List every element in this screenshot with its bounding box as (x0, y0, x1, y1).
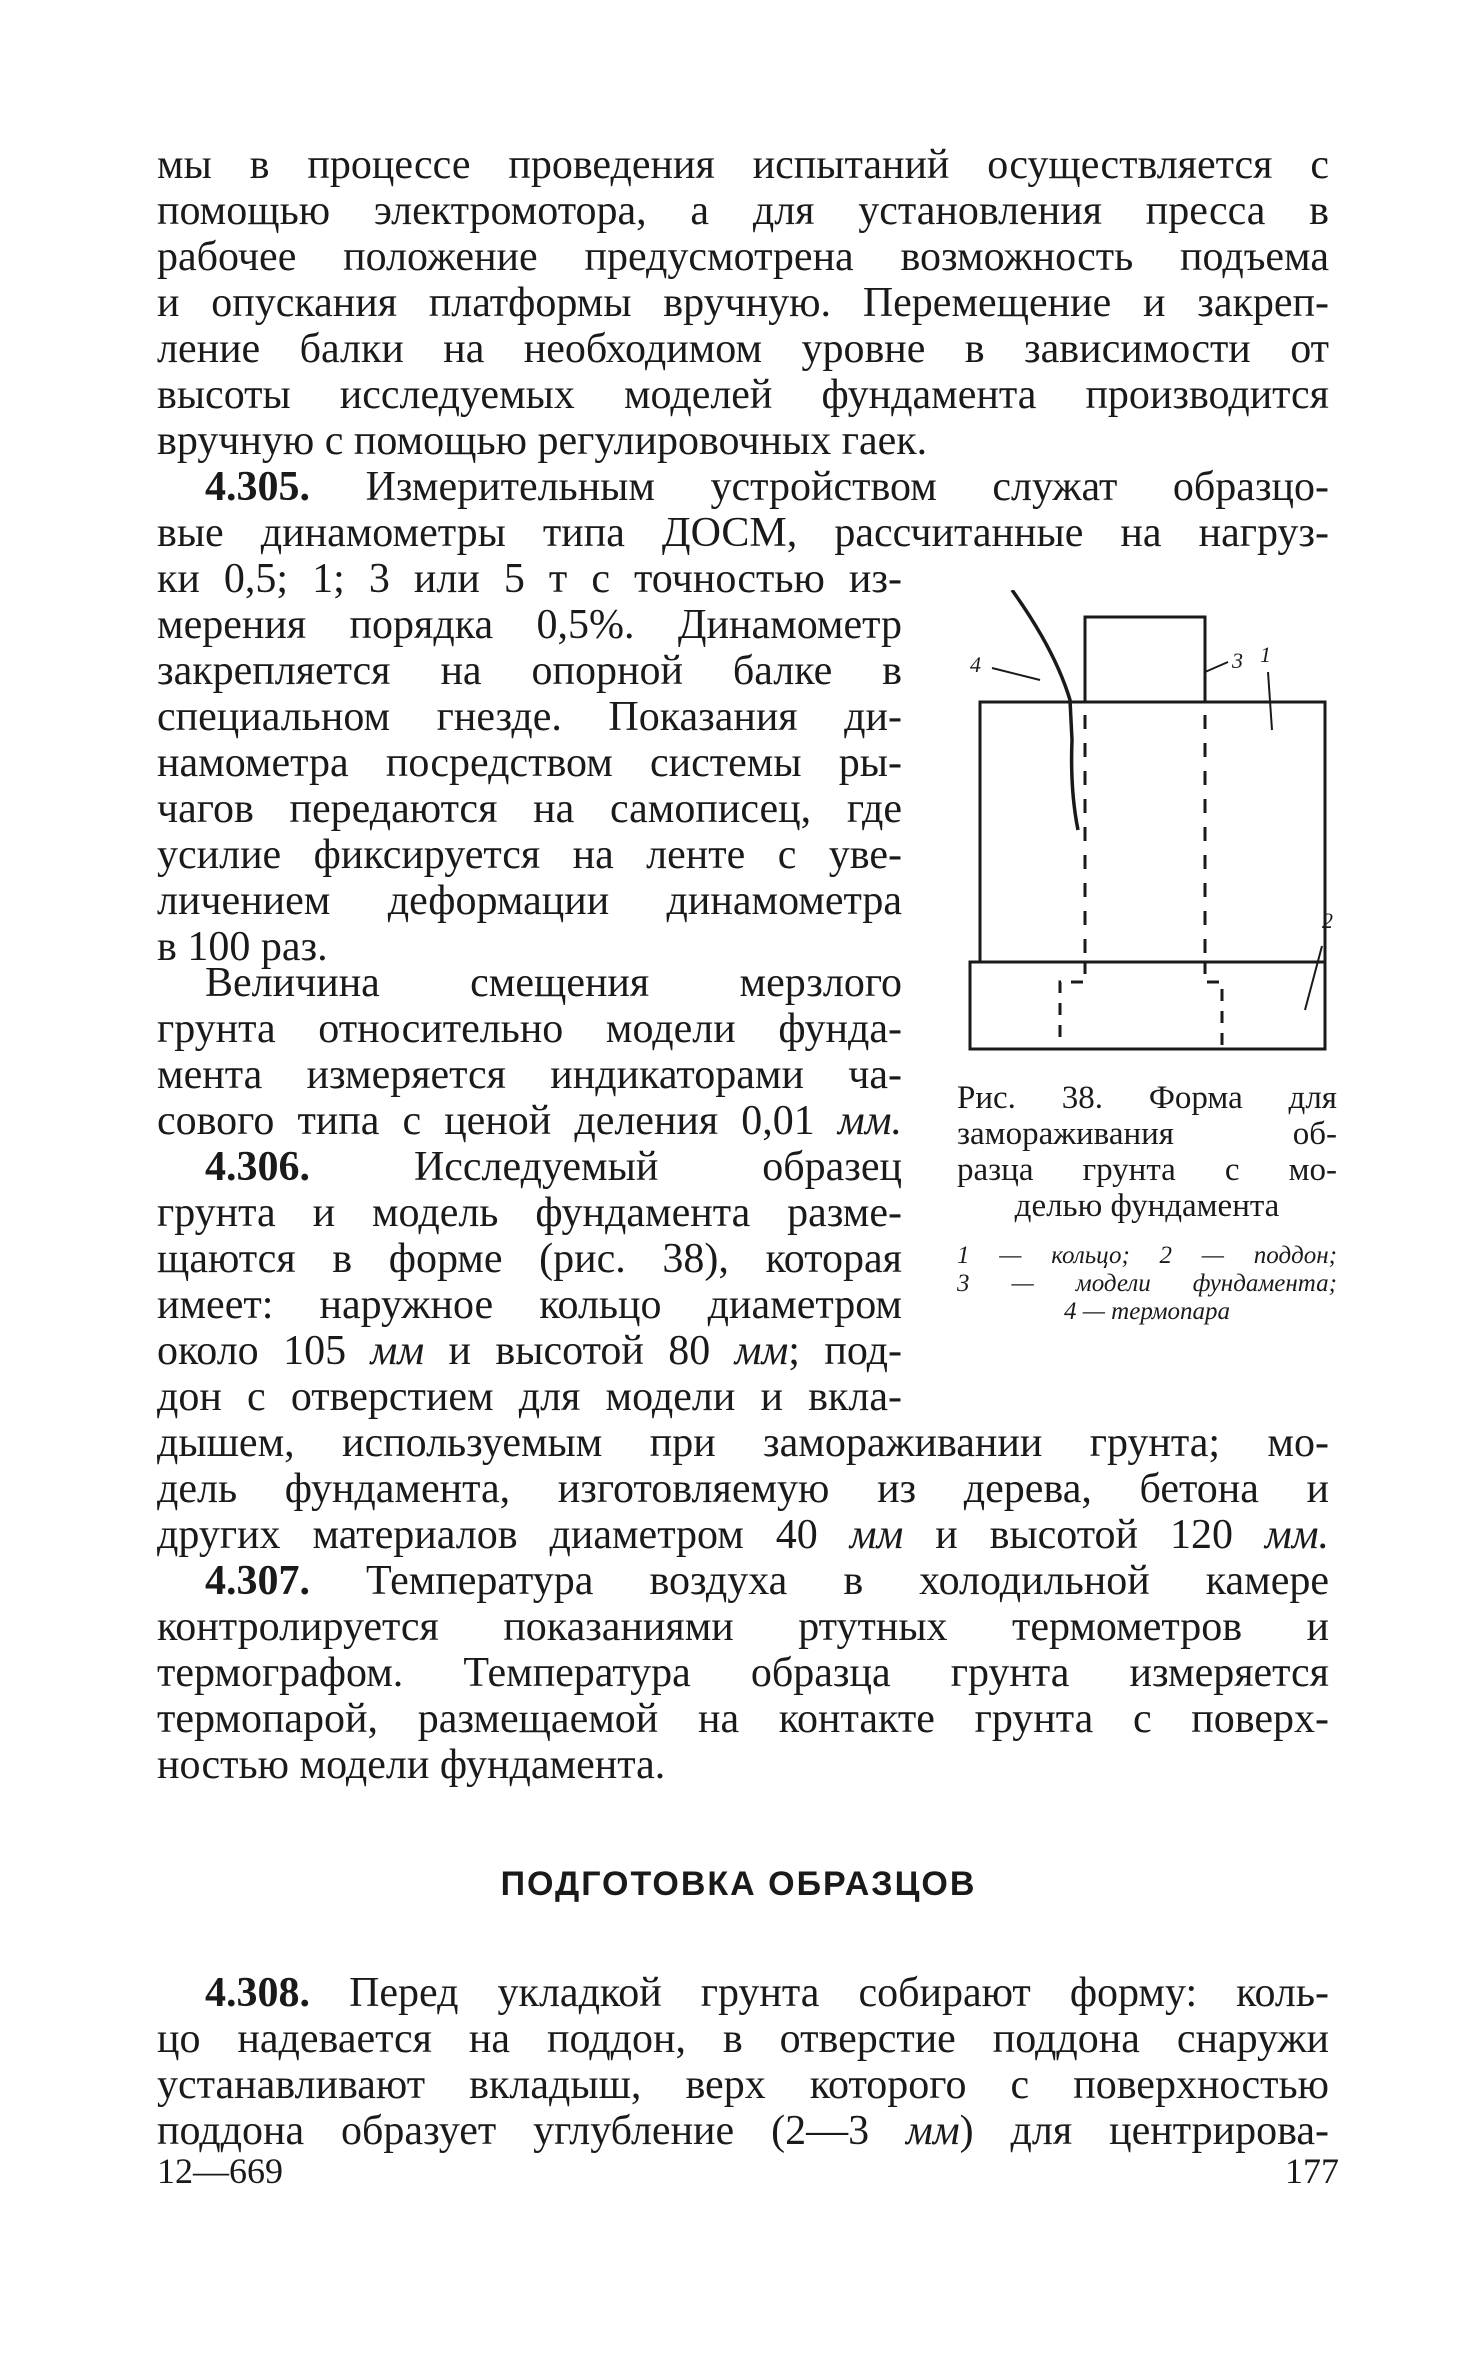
text-line: Величина смещения мерзлого (205, 960, 902, 1006)
signature-mark: 12—669 (157, 2151, 283, 2191)
text-line: щаются в форме (рис. 38), которая (157, 1236, 902, 1282)
insert-outline (1060, 962, 1085, 1046)
text-line: дон с отверстием для модели и вкла- (157, 1374, 902, 1420)
text-line: сового типа с ценой деления 0,01 мм. (157, 1098, 902, 1144)
text-line: мы в процессе проведения испытаний осуществляется с (157, 142, 1329, 188)
text-line: ление балки на необходимом уровне в зависимости от (157, 326, 1329, 372)
figure-caption: Рис. 38. Форма для замораживания об- разца грунта с мо- делью фундамента (957, 1080, 1337, 1224)
figure-38-diagram (960, 590, 1340, 1060)
text-line: устанавливают вкладыш, верх которого с поверхностью (157, 2062, 1329, 2108)
leader-line (992, 668, 1040, 680)
text-line: в 100 раз. (157, 924, 328, 970)
text-line: и опускания платформы вручную. Перемещение и закреп- (157, 280, 1329, 326)
insert-outline (1205, 962, 1222, 1046)
text-line: контролируется показаниями ртутных термометров и (157, 1604, 1329, 1650)
label-2: 2 (1322, 908, 1333, 933)
text-line: дель фундамента, изготовляемую из дерева, бетона и (157, 1466, 1329, 1512)
leader-line (1305, 946, 1322, 1010)
page-number: 177 (1285, 2151, 1339, 2191)
text-line: цо надевается на поддон, в отверстие поддона снаружи (157, 2016, 1329, 2062)
text-line: закрепляется на опорной балке в (157, 648, 902, 694)
text-line: вручную с помощью регулировочных гаек. (157, 418, 928, 464)
text-line: 4.306. Исследуемый образец (205, 1144, 902, 1190)
text-line: помощью электромотора, а для установления пресса в (157, 188, 1329, 234)
section-number: 4.306. (205, 1144, 310, 1190)
ring-outline (980, 702, 1325, 962)
text-line: мерения порядка 0,5%. Динамометр (157, 602, 902, 648)
text-line: 4.308. Перед укладкой грунта собирают форму: коль- (205, 1970, 1329, 2016)
text-line: личением деформации динамометра (157, 878, 902, 924)
label-1: 1 (1260, 642, 1271, 667)
section-number: 4.305. (205, 464, 310, 510)
thermocouple-wire (1012, 590, 1078, 830)
foundation-model-outline (1085, 617, 1205, 702)
section-heading: ПОДГОТОВКА ОБРАЗЦОВ (500, 1865, 977, 1903)
text-line: грунта и модель фундамента разме- (157, 1190, 902, 1236)
text-line: грунта относительно модели фунда- (157, 1006, 902, 1052)
text-line: усилие фиксируется на ленте с уве- (157, 832, 902, 878)
text-line: около 105 мм и высотой 80 мм; под- (157, 1328, 902, 1374)
figure-legend: 1 — кольцо; 2 — поддон; 3 — модели фундамента; 4 — термопара (957, 1242, 1337, 1325)
text-line: чагов передаются на самописец, где (157, 786, 902, 832)
text-line: высоты исследуемых моделей фундамента производится (157, 372, 1329, 418)
section-number: 4.307. (205, 1558, 310, 1604)
text-line: ностью модели фундамента. (157, 1742, 666, 1788)
label-4: 4 (970, 652, 981, 677)
text-line: дышем, используемым при замораживании грунта; мо- (157, 1420, 1329, 1466)
text-line: ки 0,5; 1; 3 или 5 т с точностью из- (157, 556, 902, 602)
text-line: 4.305. Измерительным устройством служат образцо- (205, 464, 1329, 510)
section-number: 4.308. (205, 1970, 310, 2016)
label-3: 3 (1232, 648, 1243, 673)
text-line: намометра посредством системы ры- (157, 740, 902, 786)
text-line: специальном гнезде. Показания ди- (157, 694, 902, 740)
text-line: 4.307. Температура воздуха в холодильной камере (205, 1558, 1329, 1604)
text-line: термопарой, размещаемой на контакте грунта с поверх- (157, 1696, 1329, 1742)
tray-outline (970, 962, 1325, 1049)
text-line: мента измеряется индикаторами ча- (157, 1052, 902, 1098)
text-line: поддона образует углубление (2—3 мм) для центрирова- (157, 2108, 1329, 2154)
text-line: рабочее положение предусмотрена возможность подъема (157, 234, 1329, 280)
text-line: имеет: наружное кольцо диаметром (157, 1282, 902, 1328)
text-line: других материалов диаметром 40 мм и высотой 120 мм. (157, 1512, 1329, 1558)
text-line: вые динамометры типа ДОСМ, рассчитанные на нагруз- (157, 510, 1329, 556)
leader-line (1205, 662, 1228, 672)
text-line: термографом. Температура образца грунта измеряется (157, 1650, 1329, 1696)
